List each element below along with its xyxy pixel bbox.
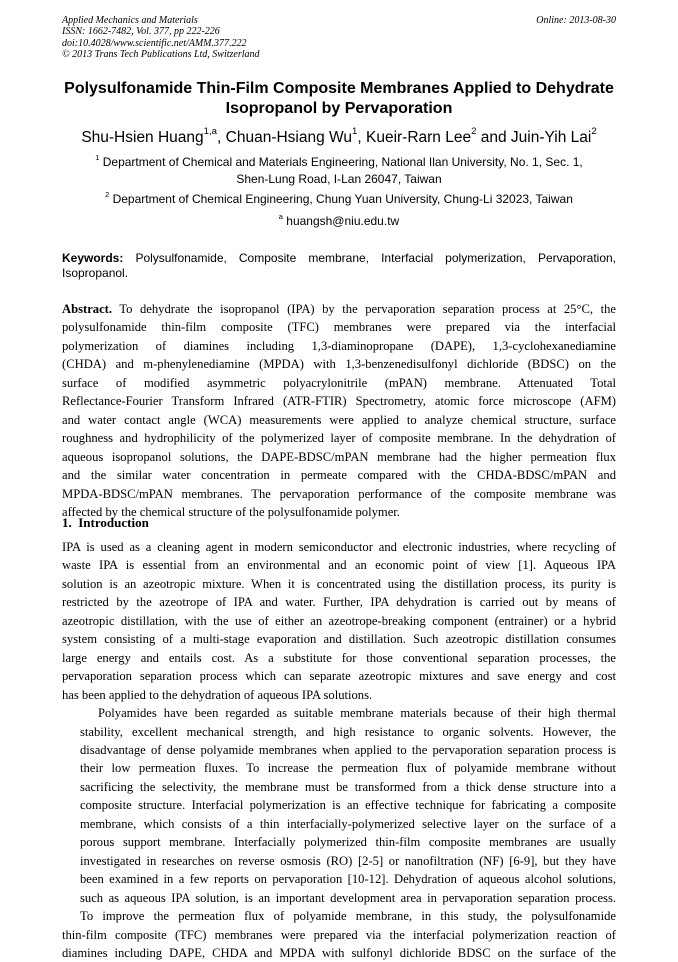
abstract-line: affected by the chemical structure of the polysulfonamide polymer.	[62, 504, 400, 519]
copyright-line: © 2013 Trans Tech Publications Ltd, Switzerland	[62, 48, 260, 60]
abstract	[62, 300, 616, 521]
affiliation-mark: 1	[95, 152, 100, 162]
text-line: thin-film composite (TFC) membranes were prepared via the interfacial polymerization reaction of	[62, 927, 616, 942]
text-line: sacrificing the selectivity, the membrane must be transformed from a thick dense structure into a	[80, 779, 616, 794]
text-line: investigated in researches on reverse osmosis (RO) [2-5] or nanofiltration (NF) [6-9], but they have	[80, 853, 616, 868]
issn-line: ISSN: 1662-7482, Vol. 377, pp 222-226	[62, 26, 220, 38]
corresponding-email	[62, 213, 616, 230]
abstract-line: Reflectance-Fourier Transform Infrared (ATR-FTIR) Spectrometry, atomic force microscope (AFM)	[62, 394, 616, 409]
introduction-body	[62, 538, 616, 962]
author-separator: ,	[357, 129, 366, 146]
affiliation-1-line-2: Shen-Lung Road, I-Lan 26047, Taiwan	[236, 172, 442, 186]
section-heading	[62, 514, 616, 532]
author-affiliation-mark: 2	[471, 126, 477, 138]
author-affiliation-mark: 1	[352, 126, 358, 138]
author-name: Shu-Hsien Huang	[81, 129, 204, 146]
text-line: their low permeation fluxes. To increase the permeation flux of polyamide membrane without	[80, 761, 616, 776]
text-line: been examined in a few reports on pervaporation [10-12]. Dehydration of aqueous alcohol solutions,	[80, 872, 616, 887]
abstract-line: surface of modified asymmetric polyacrylonitrile (mPAN) membrane. Attenuated Total	[62, 375, 616, 390]
abstract-line: (CHDA) and m-phenylenediamine (MPDA) with 1,3-benzenedisulfonyl dichloride (BDSC) on the	[62, 357, 616, 372]
text-line: disadvantage of dense polyamide membranes when applied to the pervaporation separation process is	[80, 742, 616, 757]
author-affiliation-mark: 2	[591, 126, 597, 138]
journal-header	[62, 15, 616, 60]
keywords	[62, 251, 616, 281]
author-name: Juin-Yih Lai	[510, 129, 592, 146]
keywords-line-2: Isopropanol.	[62, 266, 129, 280]
text-line: solution is an azeotropic mixture. When it is concentrated using the distillation process, its purity is	[62, 576, 616, 591]
affiliation-1-line-1: Department of Chemical and Materials Engineering, National Ilan University, No. 1, Sec. 1,	[102, 155, 583, 169]
affiliation-1	[62, 154, 616, 188]
abstract-line: aqueous isopropanol solutions, the DAPE-BDSC/mPAN membrane had the higher permeation flux	[62, 449, 616, 464]
text-line: restricted by the azeotrope of IPA and water. Further, IPA dehydration is carried out by means of	[62, 595, 616, 610]
author-list	[62, 126, 616, 147]
paper-title	[62, 79, 616, 119]
text-line: azeotropic distillation, with the use of either an azeotrope-breaking component (entrainer) or a hybrid	[62, 613, 616, 628]
text-line: composite structure. Interfacial polymerization is an effective technique for fabricating a composite	[80, 798, 616, 813]
text-line: waste IPA is essential from an environmental and an economic point of view [1]. Aqueous IPA	[62, 558, 616, 573]
abstract-label: Abstract.	[62, 302, 113, 316]
abstract-line: polymerization of diamines including 1,3-diaminopropane (DAPE), 1,3-cyclohexanediamine	[62, 338, 616, 353]
text-line: membrane, which consists of a thin interfacially-polymerized selective layer on the surface of a	[80, 816, 616, 831]
abstract-line: roughness and hydrophilicity of the polymerized layer of composite membrane. In the dehydration of	[62, 431, 616, 446]
keywords-label: Keywords:	[62, 251, 124, 265]
author-name: Chuan-Hsiang Wu	[225, 129, 353, 146]
paragraph	[62, 907, 616, 962]
abstract-line: polysulfonamide thin-film composite (TFC) membranes were prepared via the interfacial	[62, 320, 616, 335]
abstract-line: To dehydrate the isopropanol (IPA) by the pervaporation separation process at 25°C, the	[112, 302, 616, 316]
doi-line: doi:10.4028/www.scientific.net/AMM.377.222	[62, 37, 247, 49]
journal-name: Applied Mechanics and Materials	[62, 15, 198, 26]
text-line: IPA is used as a cleaning agent in modern semiconductor and electronic industries, where recycling of	[62, 540, 616, 554]
author-separator: and	[476, 129, 511, 146]
abstract-line: and water contact angle (WCA) measurements were applied to analyze chemical structure, surface	[62, 412, 616, 427]
text-line: system consisting of a multi-stage evaporation and distillation. Such azeotropic distillation consumes	[62, 632, 616, 647]
email-address: huangsh@niu.edu.tw	[286, 214, 400, 228]
text-line: pervaporation separation process which can separate azeotropic mixtures and save energy and cost	[62, 669, 616, 684]
text-line: Polyamides have been regarded as suitable membrane materials because of their high thermal	[98, 706, 616, 721]
paragraph	[62, 538, 616, 704]
author-name: Kueir-Rarn Lee	[365, 129, 472, 146]
email-mark: a	[278, 211, 283, 221]
title-line-2: Isopropanol by Pervaporation	[225, 100, 453, 117]
text-line: diamines including DAPE, CHDA and MPDA with sulfonyl dichloride BDSC on the surface of the	[62, 945, 616, 960]
online-date: Online: 2013-08-30	[536, 15, 616, 26]
text-line: such as aqueous IPA solution, is an important development area in pervaporation separation process.	[80, 890, 616, 905]
affiliation-mark: 2	[105, 189, 110, 199]
affiliation-2	[62, 191, 616, 208]
text-line: stability, excellent mechanical strength, and high resistance to organic solvents. However, the	[80, 724, 616, 739]
section-number: 1.	[62, 515, 72, 530]
section-title: Introduction	[78, 515, 149, 530]
author-separator: ,	[217, 129, 226, 146]
affiliation-2-text: Department of Chemical Engineering, Chung Yuan University, Chung-Li 32023, Taiwan	[112, 192, 573, 206]
text-line: has been applied to the dehydration of aqueous IPA solutions.	[62, 687, 373, 702]
author-affiliation-mark: 1,a	[203, 126, 218, 138]
text-line: large energy and entails cost. As a substitute for those conventional separation processes, the	[62, 650, 616, 665]
title-line-1: Polysulfonamide Thin-Film Composite Membranes Applied to Dehydrate	[64, 80, 614, 97]
abstract-line: and the similar water concentration in permeate compared with the CHDA-BDSC/mPAN and	[62, 468, 616, 483]
abstract-line: MPDA-BDSC/mPAN membranes. The pervaporation performance of the composite membrane was	[62, 486, 616, 501]
text-line: To improve the permeation flux of polyamide membrane, in this study, the polysulfonamide	[80, 909, 616, 924]
text-line: porous support membrane. Interfacially polymerized thin-film composite membranes are usually	[80, 835, 616, 850]
keywords-line-1: Polysulfonamide, Composite membrane, Interfacial polymerization, Pervaporation,	[135, 251, 616, 265]
paragraph	[62, 704, 616, 907]
